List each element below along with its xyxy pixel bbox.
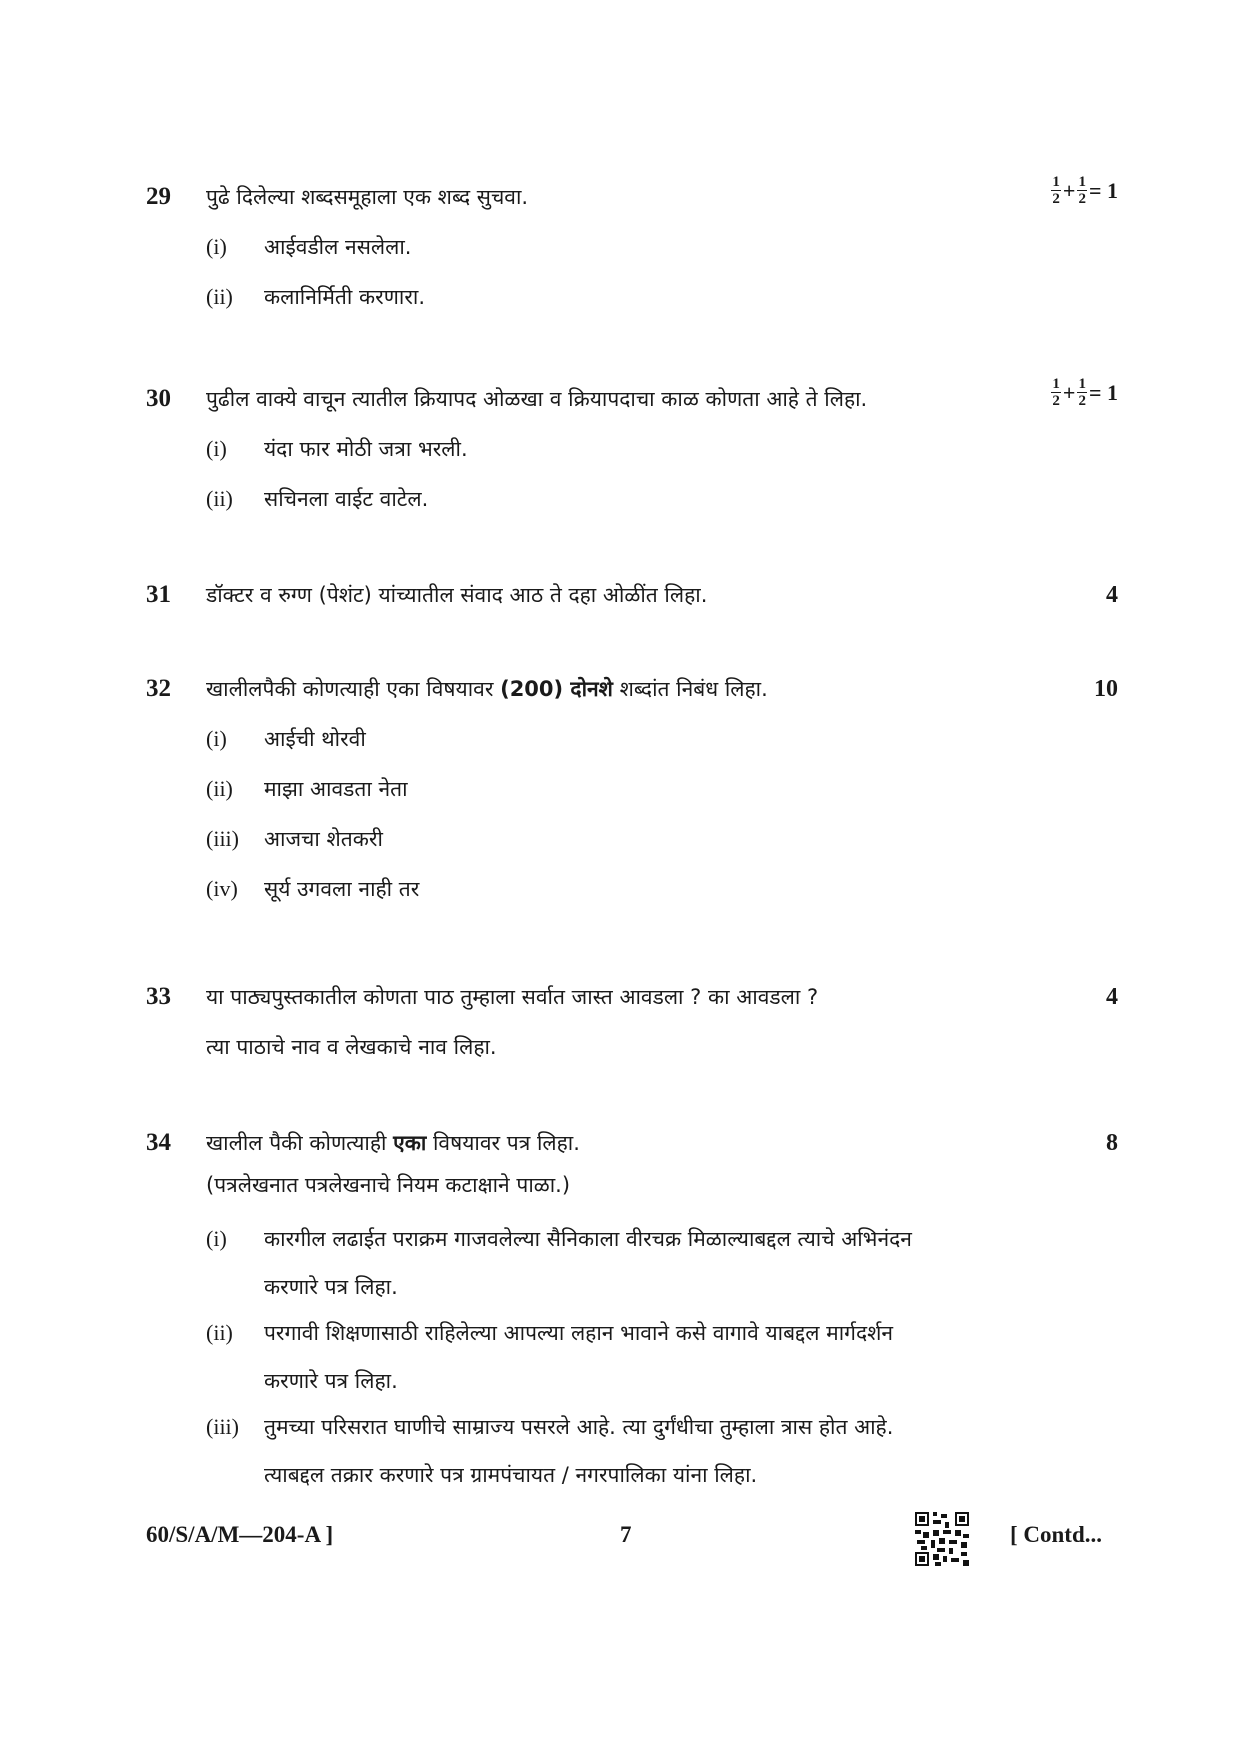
option-ii: (ii) माझा आवडता नेता [206, 776, 408, 801]
option-ii: (ii) कलानिर्मिती करणारा. [206, 284, 426, 309]
marks: $\frac{1}{2}$ + $\frac{1}{2}$ = 1 [1052, 174, 1118, 207]
option-i: (i) यंदा फार मोठी जत्रा भरली. [206, 436, 468, 461]
option-iii: (iii) आजचा शेतकरी [206, 826, 383, 851]
marks: 10 [1094, 676, 1118, 702]
question-number: 33 [146, 983, 171, 1010]
option-iv: (iv) सूर्य उगवला नाही तर [206, 876, 420, 901]
option-i: (i) आईची थोरवी [206, 726, 366, 751]
question-text: पुढील वाक्ये वाचून त्यातील क्रियापद ओळखा व क्रियापदाचा काळ कोणता आहे ते लिहा. [206, 387, 868, 411]
question-text: पुढे दिलेल्या शब्दसमूहाला एक शब्द सुचवा. [206, 185, 529, 209]
option-ii: (ii) परगावी शिक्षणासाठी राहिलेल्या आपल्या लहान भावाने कसे वागावे याबद्दल मार्गदर्शन करणारे पत्र लिहा. [206, 1320, 894, 1393]
question-number: 32 [146, 675, 171, 702]
question-text: या पाठ्यपुस्तकातील कोणता पाठ तुम्हाला सर्वात जास्त आवडला ? का आवडला ? [206, 985, 819, 1009]
question-text: डॉक्टर व रुग्ण (पेशंट) यांच्यातील संवाद आठ ते दहा ओळींत लिहा. [206, 583, 708, 607]
fraction-half: $\frac{1}{2}$ [1078, 376, 1086, 409]
fraction-half: $\frac{1}{2}$ [1052, 376, 1060, 409]
fraction-half: $\frac{1}{2}$ [1078, 174, 1086, 207]
question-text: खालील पैकी कोणत्याही एका विषयावर पत्र लिहा. [206, 1131, 580, 1155]
paper-code: 60/S/A/M—204-A ] [146, 1522, 334, 1547]
question-number: 34 [146, 1129, 171, 1156]
qr-code-icon [915, 1512, 969, 1566]
question-text-line2: त्या पाठाचे नाव व लेखकाचे नाव लिहा. [206, 1035, 497, 1059]
page-number: 7 [620, 1522, 632, 1547]
question-number: 29 [146, 183, 171, 210]
question-text: खालीलपैकी कोणत्याही एका विषयावर (200) दोनशे शब्दांत निबंध लिहा. [206, 677, 768, 701]
option-iii: (iii) तुमच्या परिसरात घाणीचे साम्राज्य पसरले आहे. त्या दुर्गंधीचा तुम्हाला त्रास होत आहे. त्याबद्दल तक्रार करणारे पत्र ग्रामपंचायत / नगरपालिका यांना लिहा. [206, 1414, 894, 1487]
question-number: 30 [146, 385, 171, 412]
fraction-half: $\frac{1}{2}$ [1052, 174, 1060, 207]
marks: $\frac{1}{2}$ + $\frac{1}{2}$ = 1 [1052, 376, 1118, 409]
marks: 8 [1106, 1130, 1118, 1156]
question-number: 31 [146, 581, 171, 608]
option-i: (i) कारगील लढाईत पराक्रम गाजवलेल्या सैनिकाला वीरचक्र मिळाल्याबद्दल त्याचे अभिनंदन करणारे पत्र लिहा. [206, 1226, 912, 1299]
question-instruction: (पत्रलेखनात पत्रलेखनाचे नियम कटाक्षाने पाळा.) [206, 1173, 571, 1197]
option-i: (i) आईवडील नसलेला. [206, 234, 412, 259]
continued-label: [ Contd... [1010, 1522, 1103, 1547]
option-ii: (ii) सचिनला वाईट वाटेल. [206, 486, 429, 511]
marks: 4 [1106, 984, 1118, 1010]
marks: 4 [1106, 582, 1118, 608]
